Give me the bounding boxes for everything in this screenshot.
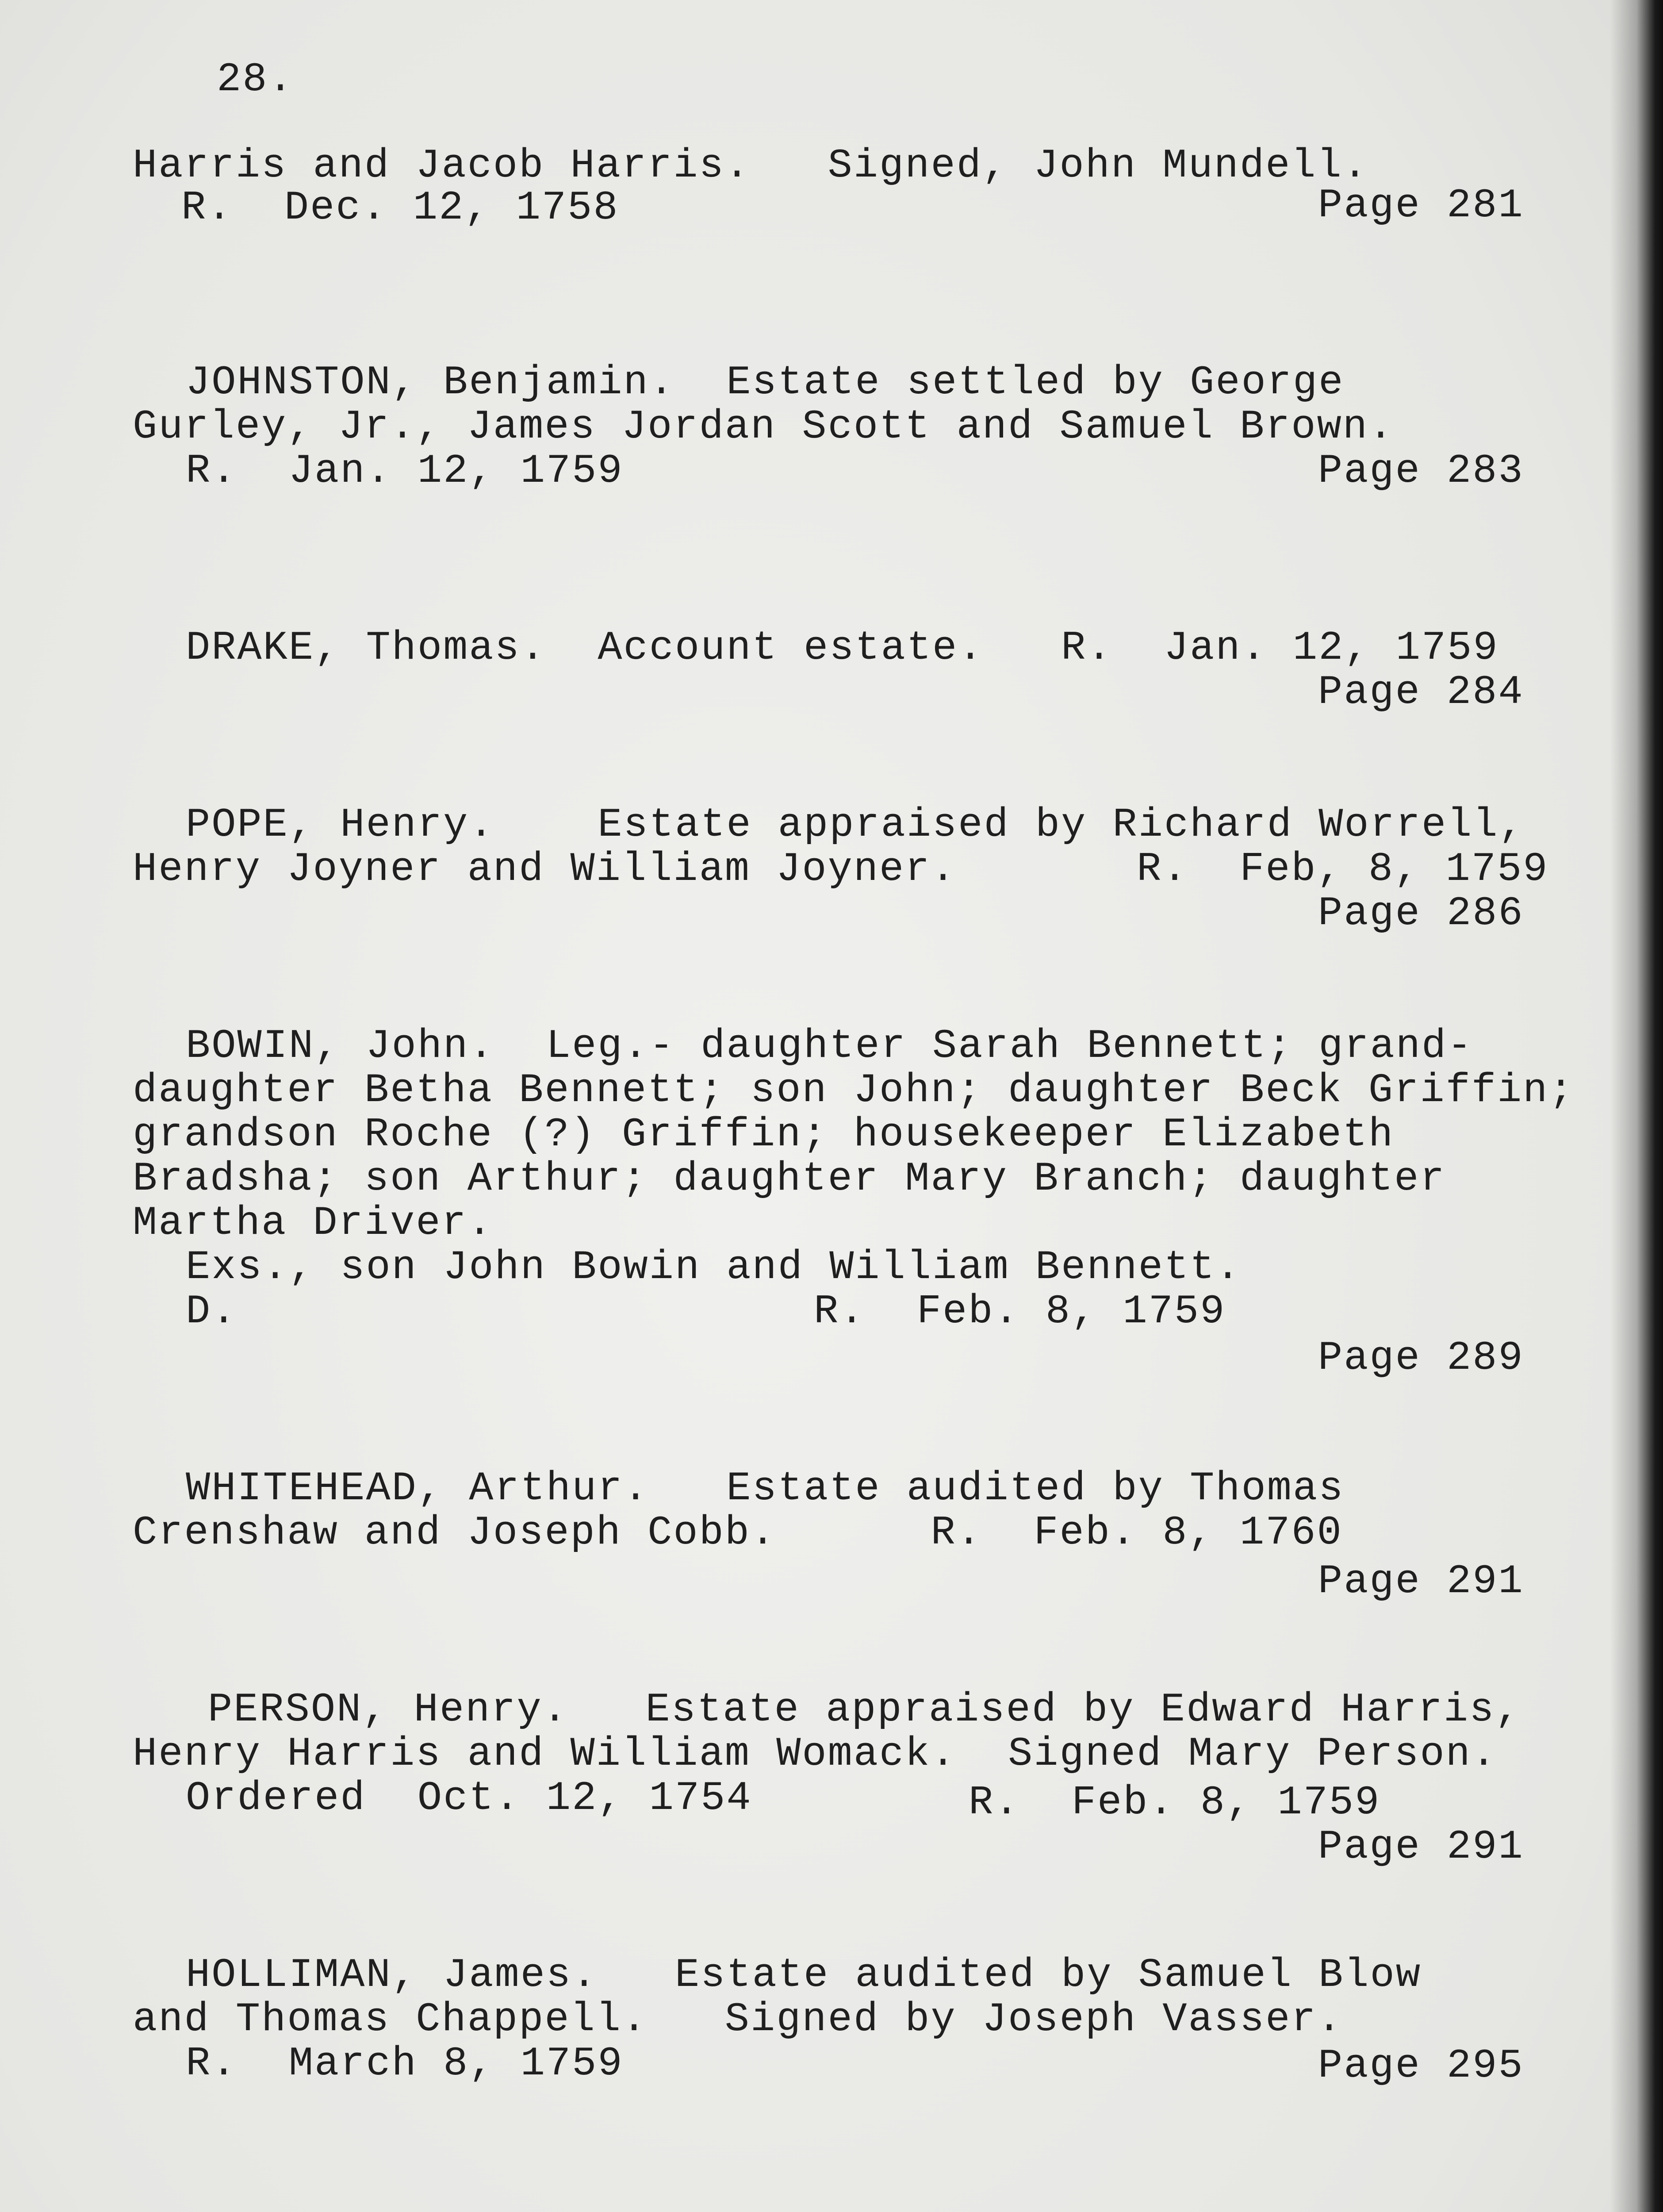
entry-line: POPE, Henry. Estate appraised by Richard Worrell, (186, 802, 1525, 848)
entry-line: and Thomas Chappell. Signed by Joseph Vasser. (133, 1996, 1343, 2043)
entry-line: WHITEHEAD, Arthur. Estate audited by Thomas (186, 1465, 1345, 1512)
entry-line: R. Jan. 12, 1759 (186, 448, 624, 494)
page-reference: Page 283 (1318, 448, 1524, 494)
entry-line: BOWIN, John. Leg.- daughter Sarah Bennett; grand- (186, 1023, 1473, 1069)
entry-line: HOLLIMAN, James. Estate audited by Samuel Blow (186, 1952, 1422, 1998)
page-reference: Page 295 (1318, 2043, 1524, 2089)
entry-line: R. Dec. 12, 1758 (181, 184, 619, 231)
entry-line: Henry Harris and William Womack. Signed Mary Person. (133, 1731, 1498, 1777)
page-reference: Page 284 (1318, 669, 1524, 715)
entry-line: Harris and Jacob Harris. Signed, John Mundell. (133, 142, 1369, 189)
entry-line: Crenshaw and Joseph Cobb. R. Feb. 8, 1760 (133, 1509, 1343, 1556)
entry-line: DRAKE, Thomas. Account estate. R. Jan. 12, 1759 (186, 625, 1499, 671)
page-reference: Page 286 (1318, 890, 1524, 937)
entry-line: daughter Betha Bennett; son John; daughter Beck Griffin; (133, 1067, 1575, 1114)
page-edge-shadow (1610, 0, 1663, 2212)
entry-line: Henry Joyner and William Joyner. R. Feb, 8, 1759 (133, 846, 1549, 892)
entry-line: JOHNSTON, Benjamin. Estate settled by George (186, 359, 1345, 406)
page-reference: Page 291 (1318, 1558, 1524, 1605)
entry-line: R. Feb. 8, 1759 (969, 1779, 1381, 1826)
entry-line: Gurley, Jr., James Jordan Scott and Samuel Brown. (133, 403, 1395, 450)
entry-line: Ordered Oct. 12, 1754 (186, 1775, 752, 1821)
page-reference: Page 289 (1318, 1335, 1524, 1381)
entry-line: Bradsha; son Arthur; daughter Mary Branch; daughter (133, 1156, 1446, 1202)
entry-line: R. Feb. 8, 1759 (814, 1288, 1226, 1335)
page-reference: Page 281 (1318, 182, 1524, 229)
entry-line: grandson Roche (?) Griffin; housekeeper Elizabeth (133, 1111, 1395, 1158)
entry-line: R. March 8, 1759 (186, 2040, 624, 2087)
entry-line: Martha Driver. (133, 1200, 493, 1246)
page-reference: Page 291 (1318, 1824, 1524, 1870)
entry-line: Exs., son John Bowin and William Bennett. (186, 1244, 1242, 1290)
entry-line: PERSON, Henry. Estate appraised by Edward Harris, (208, 1686, 1521, 1733)
page-number: 28. (217, 56, 294, 103)
entry-line: D. (186, 1288, 238, 1335)
